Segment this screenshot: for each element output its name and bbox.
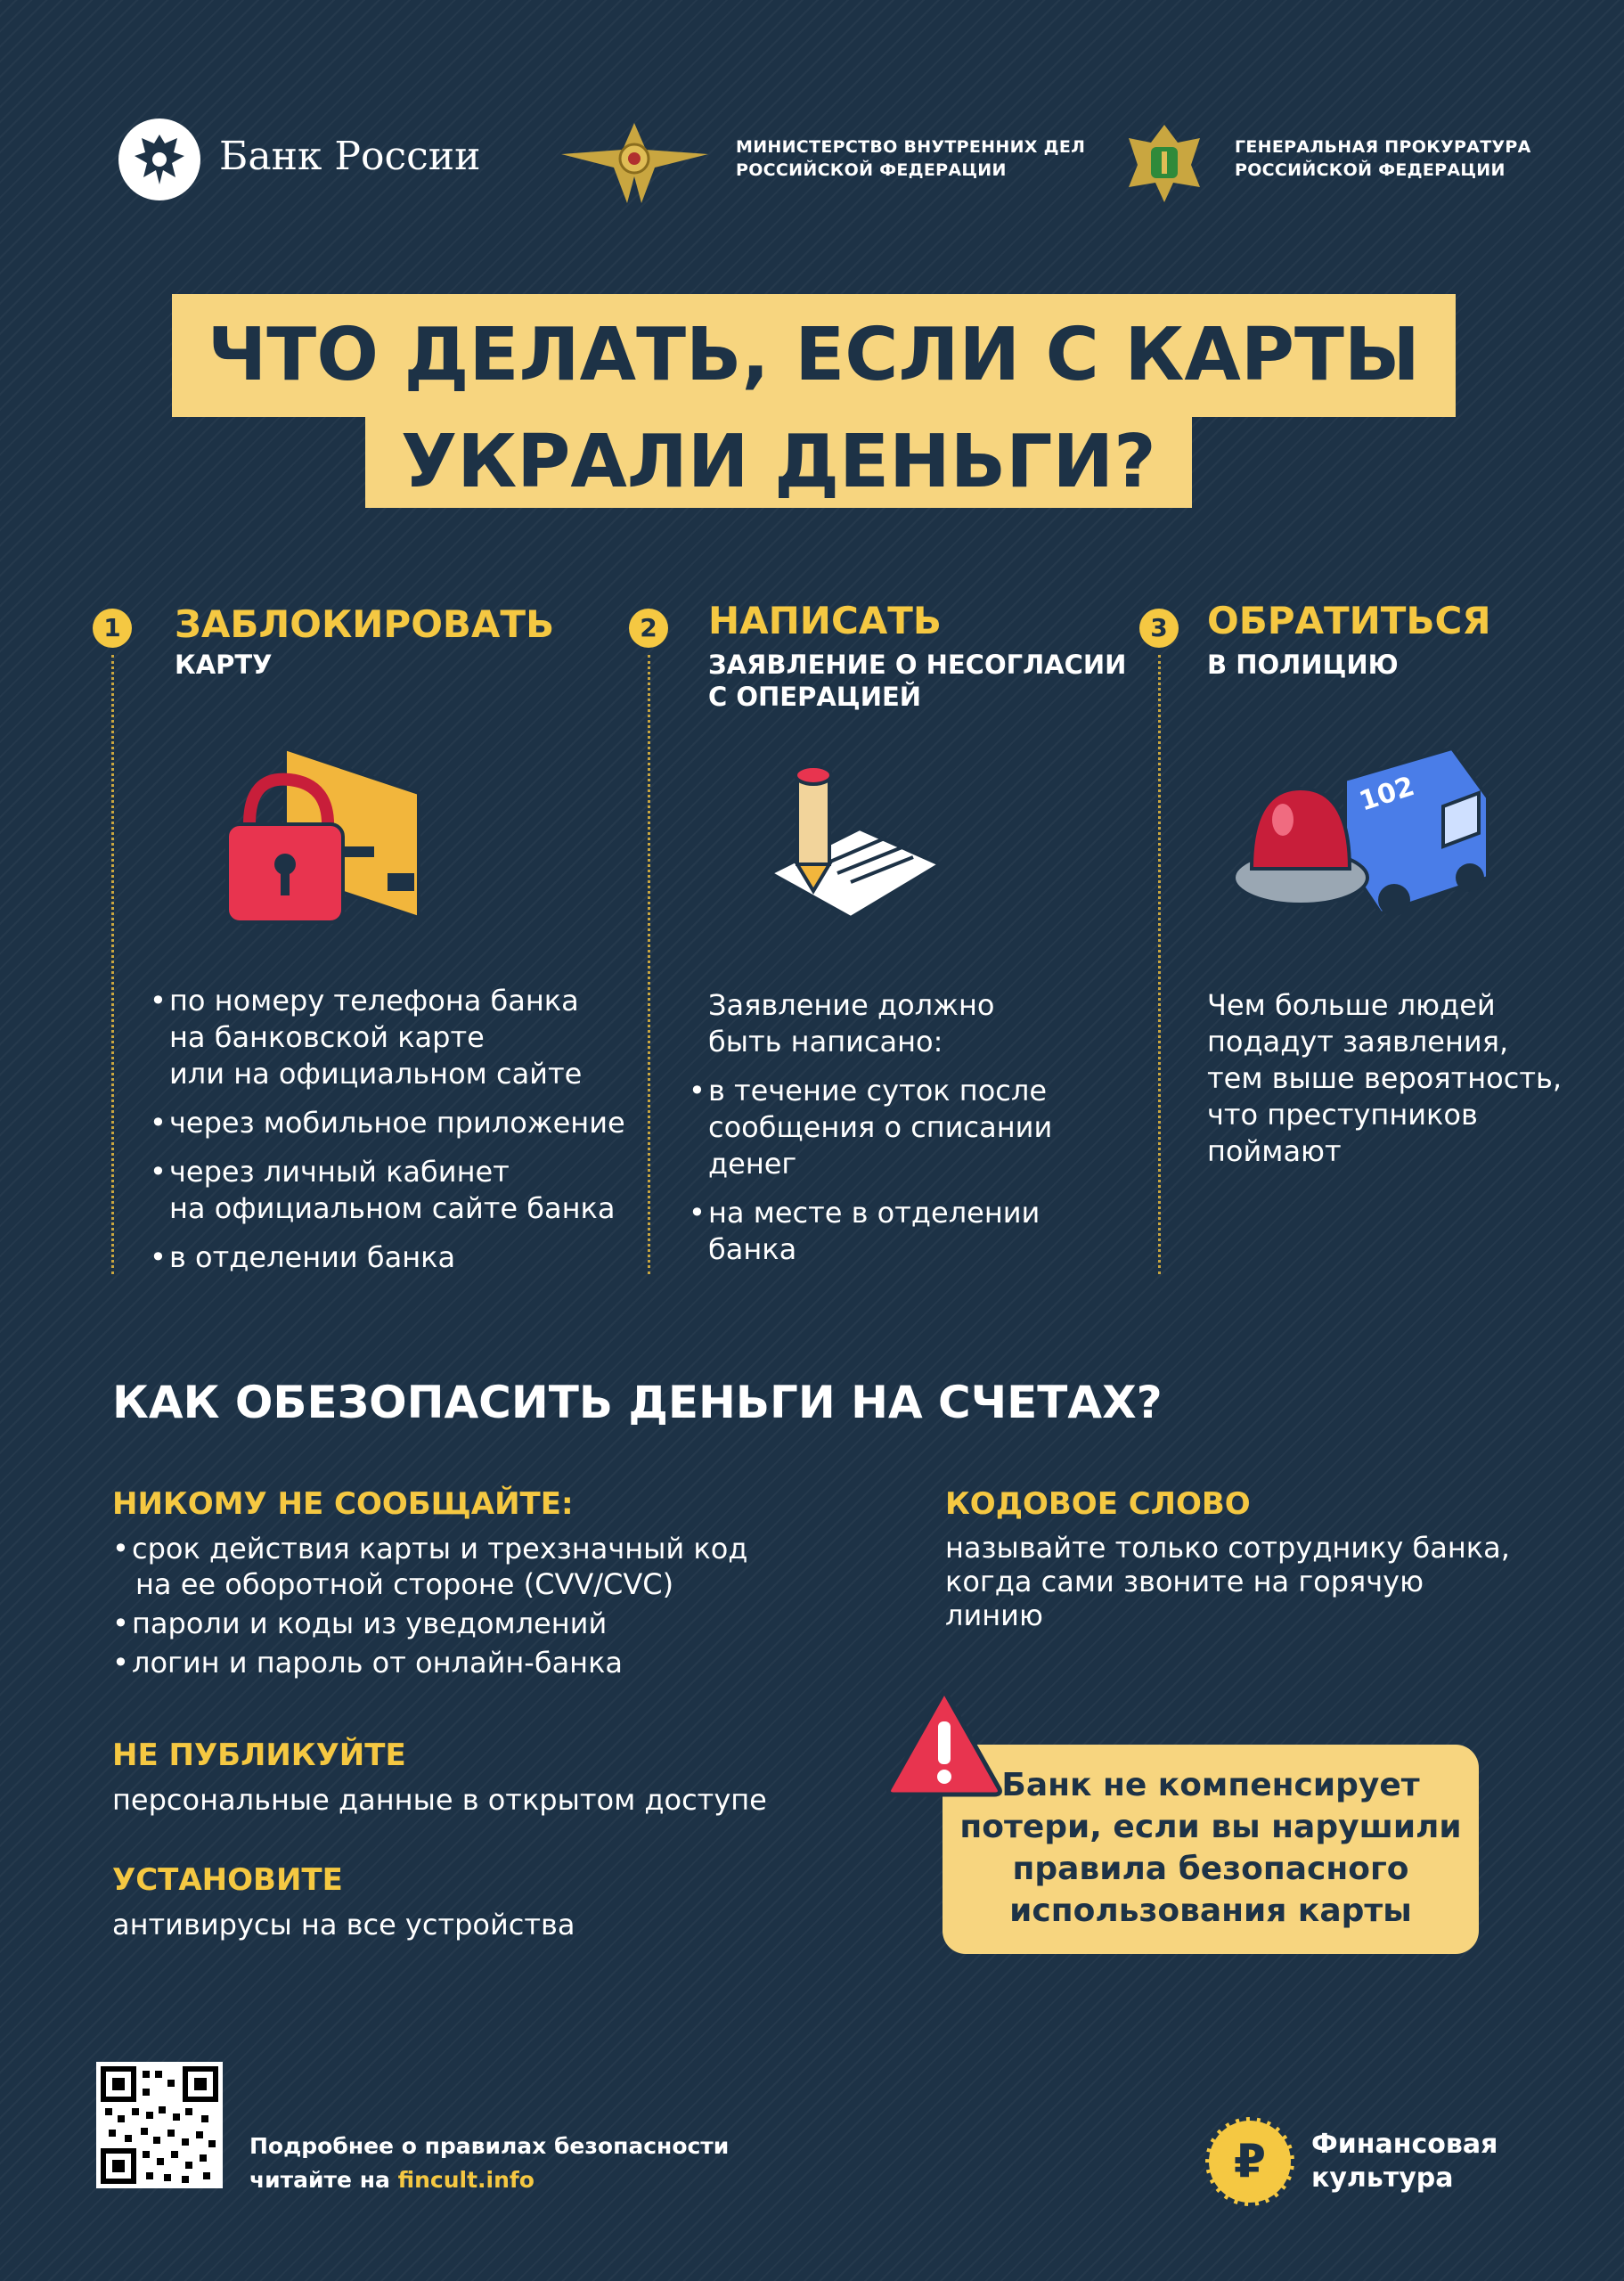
step-3-text: Чем больше людей подадут заявления, тем выше вероятность, что преступников поймают [1207, 988, 1562, 1168]
step-1-bullets [150, 983, 649, 1288]
list-item: • в течение суток после сообщения о списании денег [689, 1073, 1098, 1182]
no-publish-text: персональные данные в открытом доступе [112, 1783, 767, 1817]
list-item: • через мобильное приложение [150, 1105, 649, 1141]
list-item: • логин и пароль от онлайн-банка [112, 1645, 807, 1680]
fincult-link[interactable]: fincult.info [397, 2167, 535, 2193]
install-heading: УСТАНОВИТЕ [112, 1862, 343, 1898]
fincult-logo-icon [1205, 2117, 1294, 2206]
title-line-1: ЧТО ДЕЛАТЬ, ЕСЛИ С КАРТЫ [172, 294, 1456, 417]
step-1-divider [111, 655, 114, 1274]
step-2-number: 2 [629, 609, 668, 648]
mvd-emblem-icon [557, 114, 713, 208]
step-1-subtitle: КАРТУ [175, 650, 273, 680]
document-pen-illustration [762, 748, 949, 927]
locked-card-illustration [214, 740, 428, 936]
code-word-text: называйте только сотруднику банка, когда сами звоните на горячую линию [945, 1531, 1510, 1632]
list-item: • срок действия карты и трехзначный код на ее оборотной стороне (CVV/CVC) [112, 1531, 807, 1602]
protect-heading: КАК ОБЕЗОПАСИТЬ ДЕНЬГИ НА СЧЕТАХ? [112, 1377, 1163, 1428]
list-item: • в отделении банка [150, 1239, 649, 1276]
step-2-text [689, 987, 1098, 1280]
eagle-icon [118, 119, 200, 200]
list-item: • по номеру телефона банка на банковской карте или на официальном сайте [150, 983, 649, 1092]
fincult-brand: Финансовая культура [1311, 2129, 1498, 2194]
install-text: антивирусы на все устройства [112, 1908, 575, 1942]
step-3-number: 3 [1139, 609, 1179, 648]
more-info: Подробнее о правилах безопасности читайте на fincult.info [249, 2133, 730, 2193]
prosecutor-name: ГЕНЕРАЛЬНАЯ ПРОКУРАТУРА РОССИЙСКОЙ ФЕДЕРАЦИИ [1235, 137, 1531, 180]
warning-box: Банк не компенсирует потери, если вы нарушили правила безопасного использования карты [943, 1745, 1479, 1954]
step-3-subtitle: В ПОЛИЦИЮ [1207, 650, 1399, 680]
no-tell-list [112, 1531, 807, 1684]
step-3-divider [1158, 655, 1161, 1274]
no-tell-heading: НИКОМУ НЕ СООБЩАЙТЕ: [112, 1486, 574, 1522]
step-2-title: НАПИСАТЬ [708, 599, 942, 642]
qr-code[interactable] [96, 2062, 223, 2188]
step-2-divider [648, 655, 650, 1274]
ruble-icon: ₽ [1233, 2135, 1267, 2188]
step-2-intro: Заявление должно быть написано: [708, 988, 995, 1059]
bank-russia-logo [118, 119, 200, 200]
police-number-badge: 102 [1355, 770, 1419, 818]
mvd-name: МИНИСТЕРСТВО ВНУТРЕННИХ ДЕЛ РОССИЙСКОЙ ФЕДЕРАЦИИ [736, 137, 1086, 180]
list-item: • пароли и коды из уведомлений [112, 1606, 807, 1641]
warning-icon [882, 1684, 1007, 1800]
list-item: • на месте в отделении банка [689, 1195, 1098, 1268]
prosecutor-emblem-icon [1124, 120, 1204, 205]
step-3-title: ОБРАТИТЬСЯ [1207, 599, 1491, 642]
no-publish-heading: НЕ ПУБЛИКУЙТЕ [112, 1737, 406, 1773]
police-siren-van-illustration [1229, 744, 1497, 922]
title-line-2: УКРАЛИ ДЕНЬГИ? [365, 417, 1192, 508]
step-1-title: ЗАБЛОКИРОВАТЬ [175, 602, 555, 646]
step-2-subtitle: ЗАЯВЛЕНИЕ О НЕСОГЛАСИИ С ОПЕРАЦИЕЙ [708, 650, 1127, 712]
list-item: • через личный кабинет на официальном сайте банка [150, 1154, 649, 1227]
step-1-number: 1 [93, 609, 132, 648]
bank-name: Банк России [219, 134, 481, 179]
code-word-heading: КОДОВОЕ СЛОВО [945, 1486, 1251, 1522]
